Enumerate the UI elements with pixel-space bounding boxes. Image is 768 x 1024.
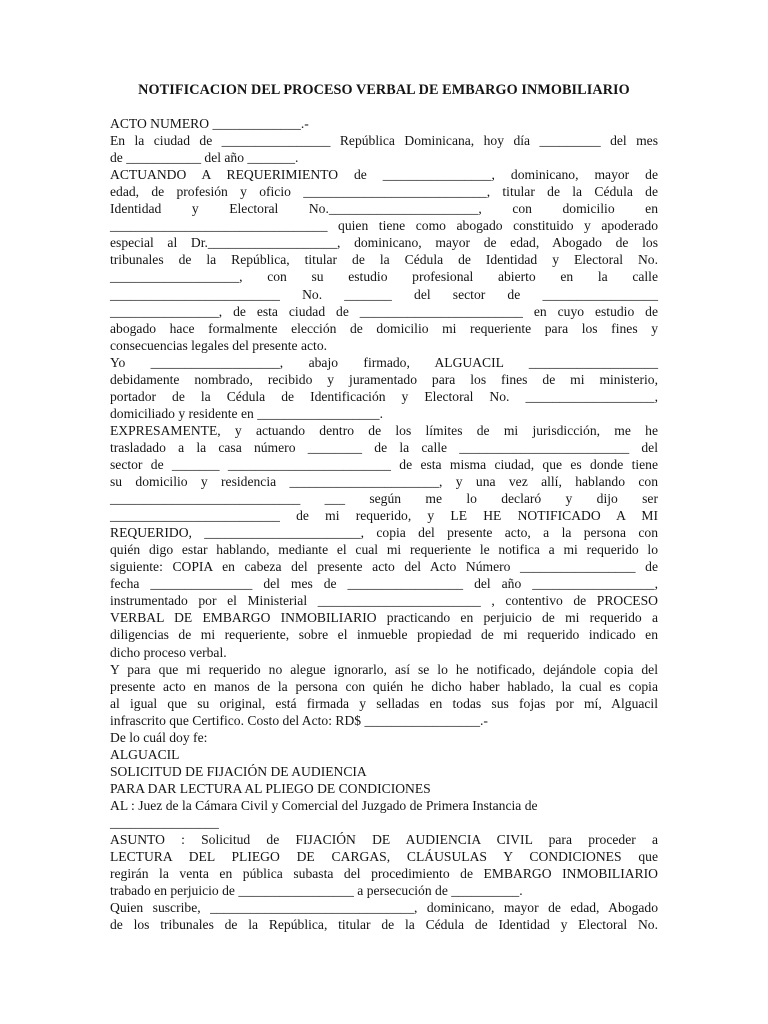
document-line: siguiente: COPIA en cabeza del presente acto del Acto Número _________________ de — [110, 559, 658, 575]
document-line: de los tribunales de la República, titular de la Cédula de Identidad y Electoral No. — [110, 917, 658, 933]
document-line: abogado hace formalmente elección de domicilio mi requeriente para los fines y — [110, 320, 658, 336]
document-line: instrumentado por el Ministerial ________________________ , contentivo de PROCESO — [110, 593, 658, 609]
document-title: NOTIFICACION DEL PROCESO VERBAL DE EMBARGO INMOBILIARIO — [138, 82, 630, 98]
document-line: de ___________ del año _______. — [110, 150, 299, 166]
document-line: SOLICITUD DE FIJACIÓN DE AUDIENCIA — [110, 763, 367, 779]
document-line: PARA DAR LECTURA AL PLIEGO DE CONDICIONES — [110, 780, 431, 796]
document-page — [110, 82, 658, 933]
document-line: quién digo estar hablando, mediante el cual mi requeriente le notifica a mi requerido lo — [110, 542, 658, 558]
document-line: debidamente nombrado, recibido y juramentado para los fines de mi ministerio, — [110, 371, 658, 387]
document-line: trasladado a la casa número ________ de la calle _________________________ del — [110, 439, 658, 455]
document-line: EXPRESAMENTE, y actuando dentro de los límites de mi jurisdicción, me he — [110, 422, 658, 438]
document-line: AL : Juez de la Cámara Civil y Comercial del Juzgado de Primera Instancia de — [110, 797, 538, 813]
document-line: ____________________________ ___ según me lo declaró y dijo ser — [110, 491, 658, 507]
document-line: tribunales de la República, titular de la Cédula de Identidad y Electoral No. — [110, 252, 658, 268]
document-line: ALGUACIL — [110, 746, 180, 762]
document-line: fecha _______________ del mes de _________________ del año __________________, — [110, 576, 658, 592]
document-line: _________________________ No. _______ del sector de _________________ — [110, 286, 658, 302]
document-line: REQUERIDO, _______________________, copia del presente acto, a la persona con — [110, 525, 658, 541]
document-line: ACTO NUMERO _____________.- — [110, 116, 309, 132]
document-line: Quien suscribe, ______________________________, dominicano, mayor de edad, Abogado — [110, 900, 658, 916]
document-line: al igual que su original, está firmada y selladas en todas sus fojas por mí, Alguacil — [110, 695, 658, 711]
document-line: VERBAL DE EMBARGO INMOBILIARIO practicando en perjuicio de mi requerido a — [110, 610, 658, 626]
document-line: De lo cuál doy fe: — [110, 729, 208, 745]
document-line: dicho proceso verbal. — [110, 644, 227, 660]
document-line: ________________, de esta ciudad de ________________________ en cuyo estudio de — [110, 303, 658, 319]
document-line: _________________________ de mi requerido, y LE HE NOTIFICADO A MI — [110, 508, 658, 524]
document-line: ASUNTO : Solicitud de FIJACIÓN DE AUDIENCIA CIVIL para proceder a — [110, 832, 658, 848]
document-line: ACTUANDO A REQUERIMIENTO de ________________, dominicano, mayor de — [110, 167, 658, 183]
document-line: Identidad y Electoral No.______________________, con domicilio en — [110, 201, 658, 217]
document-line: regirán la venta en pública subasta del procedimiento de EMBARGO INMOBILIARIO — [110, 866, 658, 882]
document-line: diligencias de mi requeriente, sobre el inmueble propiedad de mi requerido indicado en — [110, 627, 658, 643]
document-line: trabado en perjuicio de _________________ a persecución de __________. — [110, 883, 523, 899]
document-body — [110, 115, 658, 933]
document-line: ___________________, con su estudio profesional abierto en la calle — [110, 269, 658, 285]
document-line: LECTURA DEL PLIEGO DE CARGAS, CLÁUSULAS Y CONDICIONES que — [110, 849, 658, 865]
document-line: En la ciudad de ________________ República Dominicana, hoy día _________ del mes — [110, 133, 658, 149]
document-line: domiciliado y residente en __________________. — [110, 405, 383, 421]
document-line: consecuencias legales del presente acto. — [110, 337, 328, 353]
document-line: especial al Dr.___________________, dominicano, mayor de edad, Abogado de los — [110, 235, 658, 251]
document-line: infrascrito que Certifico. Costo del Acto: RD$ _________________.- — [110, 712, 488, 728]
document-line: Y para que mi requerido no alegue ignorarlo, así se lo he notificado, dejándole copia del — [110, 661, 658, 677]
document-line: edad, de profesión y oficio ___________________________, titular de la Cédula de — [110, 184, 658, 200]
document-line: su domicilio y residencia ______________________, y una vez allí, hablando con — [110, 474, 658, 490]
document-line: ________________________________ quien tiene como abogado constituido y apoderado — [110, 218, 658, 234]
document-line: sector de _______ ________________________ de esta misma ciudad, que es donde tiene — [110, 456, 658, 472]
document-line: ________________ — [110, 814, 219, 830]
document-line: portador de la Cédula de Identificación y Electoral No. ___________________, — [110, 388, 658, 404]
document-line: Yo ___________________, abajo firmado, ALGUACIL ___________________ — [110, 354, 658, 370]
document-line: presente acto en manos de la persona con quién he dicho haber hablado, la cual es copia — [110, 678, 658, 694]
